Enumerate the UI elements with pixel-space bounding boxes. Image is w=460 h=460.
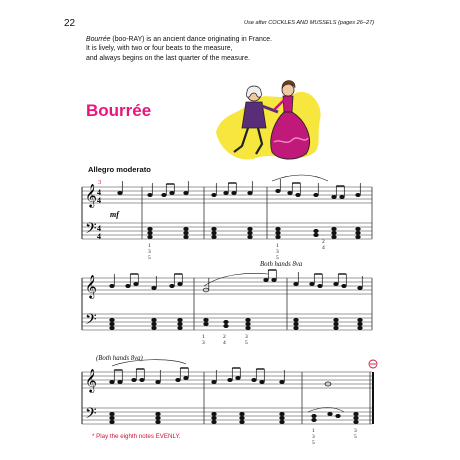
footnote: * Play the eighth notes EVENLY.: [92, 433, 181, 440]
time-sig-bass-2: 4: [97, 232, 101, 241]
svg-text:1: 1: [276, 243, 279, 249]
treble-notes-1: [118, 179, 361, 199]
treble-staff-3: [82, 372, 372, 388]
bass-chords-2: [110, 318, 363, 329]
intro-term: Bourrée: [86, 36, 111, 43]
slur-3: [112, 360, 186, 366]
svg-text:5: 5: [276, 255, 279, 261]
intro-line-1-rest: (boo-RAY) is an ancient dance originating in France.: [110, 36, 273, 43]
piece-title: Bourrée: [86, 101, 152, 120]
svg-text:4: 4: [223, 340, 226, 346]
system-1: [82, 175, 372, 261]
system-3: [82, 360, 377, 446]
octave-marking-1: Both hands 8va: [260, 261, 303, 268]
fingering-group-2: [202, 334, 248, 346]
treble-clef-3: 𝄞: [85, 370, 97, 392]
running-head: Use after COCKLES AND MUSSELS (pages 26–27): [244, 20, 375, 26]
svg-text:3: 3: [245, 334, 248, 340]
svg-text:3: 3: [148, 249, 151, 255]
system-2: [82, 270, 372, 346]
time-sig-treble: 4: [97, 188, 101, 197]
svg-text:5: 5: [354, 434, 357, 440]
svg-text:1: 1: [148, 243, 151, 249]
svg-text:5: 5: [245, 340, 248, 346]
fingering-group-1: [148, 239, 325, 261]
svg-text:1: 1: [312, 428, 315, 434]
fingering-group-3: [312, 428, 357, 446]
treble-clef-2: 𝄞: [85, 276, 97, 298]
svg-text:2: 2: [223, 334, 226, 340]
intro-line-3: and always begins on the last quarter of the measure.: [86, 54, 250, 62]
tempo-marking: Allegro moderato: [88, 165, 151, 174]
bass-chords-3: [110, 412, 359, 423]
bass-clef-2: 𝄢: [85, 311, 97, 331]
svg-text:1: 1: [202, 334, 205, 340]
svg-text:4: 4: [322, 245, 325, 251]
slur-2: [204, 273, 268, 286]
treble-clef: 𝄞: [85, 185, 97, 207]
svg-text:5: 5: [312, 440, 315, 446]
page-number: 22: [64, 18, 76, 29]
intro-line-2: It is lively, with two or four beats to the measure,: [86, 45, 233, 53]
treble-notes-3: [110, 368, 331, 386]
treble-notes-2: [110, 270, 363, 292]
octave-marking-2: (Both hands 8va): [96, 355, 143, 362]
bass-clef-3: 𝄢: [85, 405, 97, 425]
bass-staff-1: [82, 223, 372, 239]
svg-text:3: 3: [202, 340, 205, 346]
dynamic-mf: mf: [110, 210, 119, 219]
svg-text:5: 5: [148, 255, 151, 261]
svg-text:3: 3: [312, 434, 315, 440]
time-sig-bass: 4: [97, 224, 101, 233]
time-sig-treble-2: 4: [97, 196, 101, 205]
bass-clef: 𝄢: [85, 220, 97, 240]
treble-staff-1: [82, 187, 372, 203]
bass-chords-1: [148, 227, 361, 238]
svg-text:3: 3: [354, 428, 357, 434]
bass-staff-3: [82, 408, 372, 424]
svg-text:3: 3: [276, 249, 279, 255]
svg-text:2: 2: [322, 239, 325, 245]
finger-start: 3: [98, 179, 102, 186]
